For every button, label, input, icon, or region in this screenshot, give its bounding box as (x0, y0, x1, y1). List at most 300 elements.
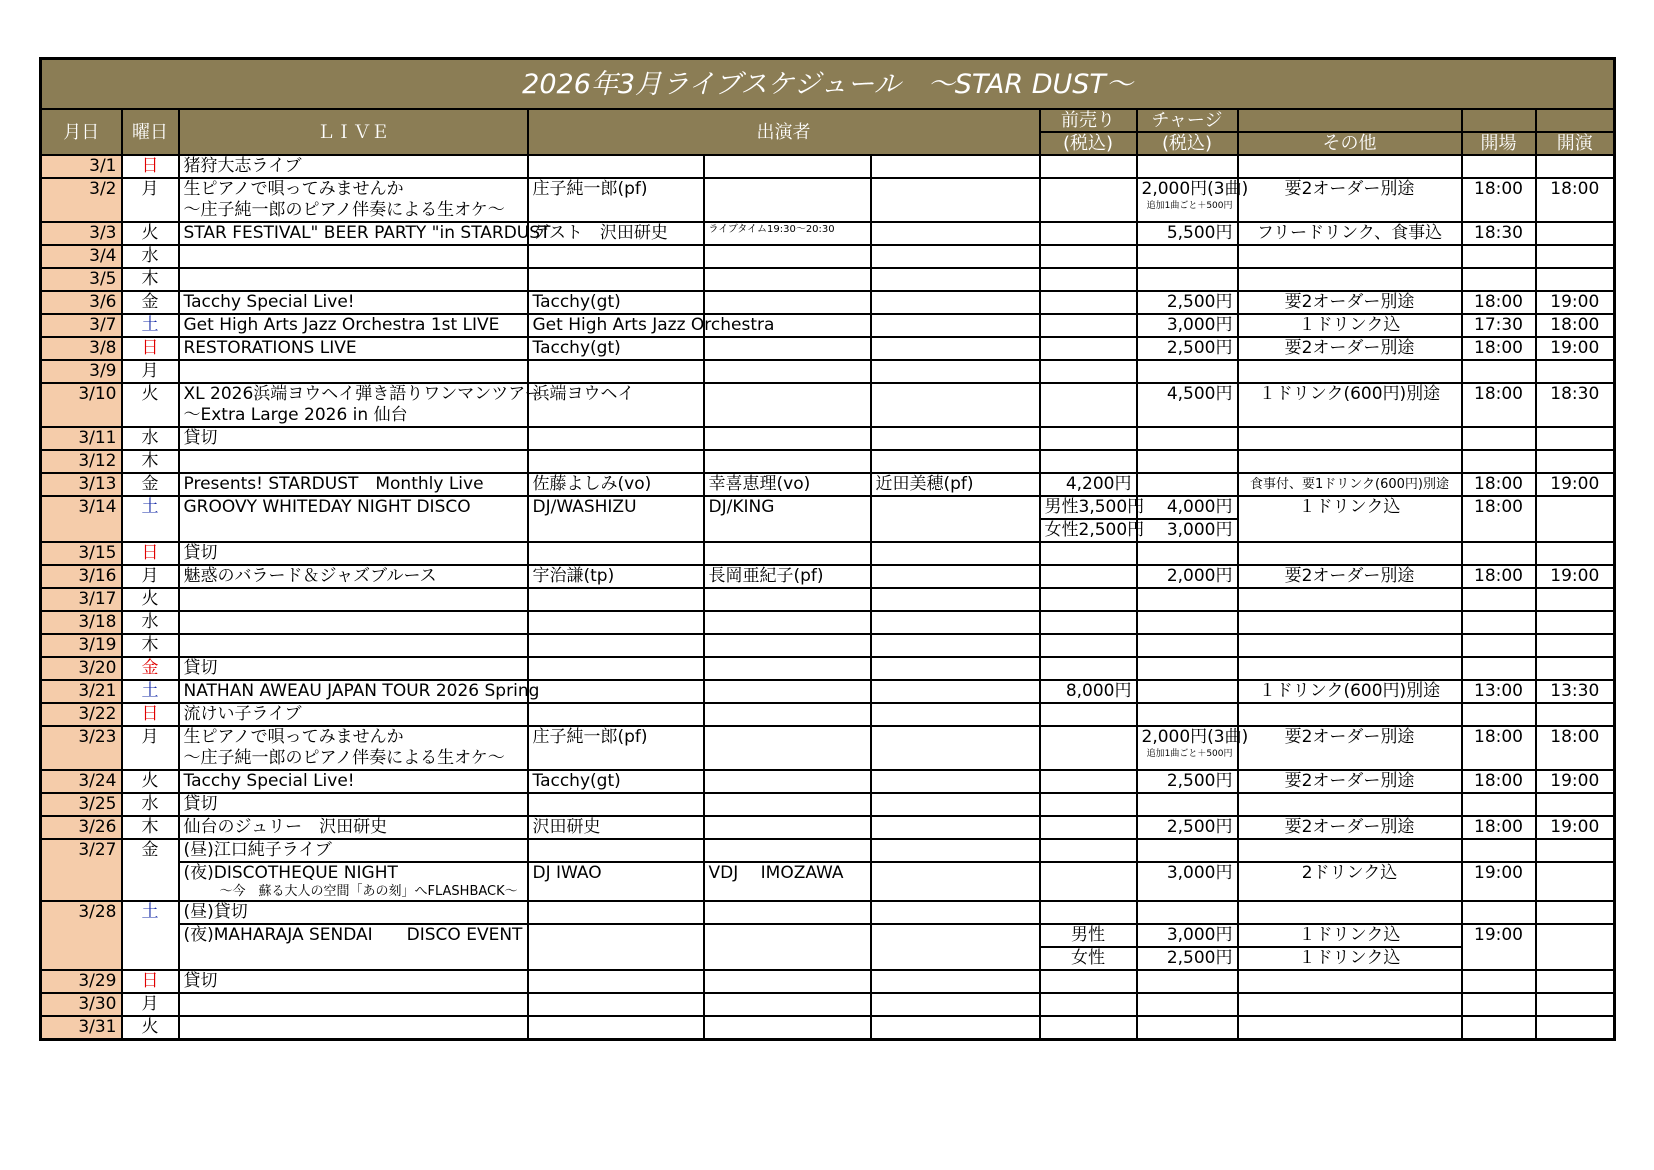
advance-cell (1040, 245, 1137, 268)
charge-cell (1137, 680, 1238, 703)
charge-cell (1137, 542, 1238, 565)
header-date: 月日 (41, 109, 122, 155)
header-advance-tax: (税込) (1040, 132, 1137, 155)
date-cell: 3/28 (41, 901, 122, 970)
performer-cell (528, 268, 704, 291)
other-cell (1238, 360, 1462, 383)
advance-cell (1040, 155, 1137, 178)
live-cell: 仙台のジュリー 沢田研史 (179, 816, 528, 839)
performer-cell (871, 291, 1040, 314)
cell-text: 2,000円(3曲) (1141, 179, 1249, 199)
other-cell (1238, 268, 1462, 291)
advance-cell (1040, 1016, 1137, 1040)
date-cell: 3/29 (41, 970, 122, 993)
header-other-top (1238, 109, 1462, 132)
performer-cell (528, 1016, 704, 1040)
empty-cell (871, 839, 1040, 862)
live-cell: (昼)江口純子ライブ (179, 839, 528, 862)
open-cell (1462, 427, 1536, 450)
live-cell: 貸切 (179, 657, 528, 680)
date-cell: 3/25 (41, 793, 122, 816)
charge-cell (1137, 427, 1238, 450)
other-cell (1238, 1016, 1462, 1040)
date-cell: 3/10 (41, 383, 122, 427)
advance-cell (1040, 993, 1137, 1016)
dow-cell: 月 (122, 726, 179, 770)
performer-cell: 沢田研史 (528, 816, 704, 839)
other-cell (1238, 427, 1462, 450)
performer-cell (704, 337, 871, 360)
performer-cell (528, 703, 704, 726)
dow-cell: 金 (122, 657, 179, 680)
performer-cell (528, 360, 704, 383)
start-cell (1536, 993, 1615, 1016)
open-cell: 17:30 (1462, 314, 1536, 337)
live-cell: (夜)MAHARAJA SENDAI DISCO EVENT (179, 924, 528, 970)
open-cell: 18:00 (1462, 496, 1536, 542)
date-cell: 3/11 (41, 427, 122, 450)
empty-cell (871, 901, 1040, 924)
open-cell: 19:00 (1462, 862, 1536, 901)
advance-cell (1040, 360, 1137, 383)
performer-cell: DJ/KING (704, 496, 871, 542)
date-cell: 3/15 (41, 542, 122, 565)
open-cell (1462, 1016, 1536, 1040)
other-cell: １ドリンク(600円)別途 (1238, 383, 1462, 427)
performer-cell (704, 588, 871, 611)
advance-cell: 女性2,500円 (1040, 519, 1137, 542)
performer-cell (871, 222, 1040, 245)
empty-cell (1040, 901, 1137, 924)
advance-cell: 女性 (1040, 947, 1137, 970)
empty-cell (528, 839, 704, 862)
start-cell (1536, 1016, 1615, 1040)
charge-cell: 3,000円 (1137, 519, 1238, 542)
empty-cell (1137, 901, 1238, 924)
start-cell (1536, 862, 1615, 901)
date-cell: 3/21 (41, 680, 122, 703)
advance-cell (1040, 542, 1137, 565)
date-cell: 3/4 (41, 245, 122, 268)
start-cell (1536, 496, 1615, 542)
charge-cell (1137, 970, 1238, 993)
performer-cell (704, 427, 871, 450)
advance-cell (1040, 634, 1137, 657)
open-cell (1462, 542, 1536, 565)
table-row (41, 360, 1615, 383)
performer-cell (871, 970, 1040, 993)
cell-text: (夜)DISCOTHEQUE NIGHT (183, 863, 398, 883)
live-cell: (昼)貸切 (179, 901, 528, 924)
table-row (41, 901, 1615, 924)
open-cell (1462, 703, 1536, 726)
performer-cell (871, 816, 1040, 839)
performer-cell (871, 337, 1040, 360)
charge-cell: 2,500円 (1137, 816, 1238, 839)
performer-cell (528, 657, 704, 680)
dow-cell: 月 (122, 360, 179, 383)
table-row (41, 924, 1615, 947)
advance-cell (1040, 383, 1137, 427)
performer-cell (871, 360, 1040, 383)
open-cell: 18:00 (1462, 383, 1536, 427)
live-cell (179, 726, 528, 770)
empty-cell (1462, 839, 1536, 862)
performer-cell (528, 793, 704, 816)
dow-cell: 木 (122, 268, 179, 291)
empty-cell (1536, 839, 1615, 862)
performer-cell: 長岡亜紀子(pf) (704, 565, 871, 588)
table-row (41, 155, 1615, 178)
performer-cell: 庄子純一郎(pf) (528, 178, 704, 222)
date-cell: 3/20 (41, 657, 122, 680)
table-row (41, 839, 1615, 862)
open-cell (1462, 155, 1536, 178)
performer-cell (871, 427, 1040, 450)
other-cell: 要2オーダー別途 (1238, 178, 1462, 222)
start-cell: 19:00 (1536, 473, 1615, 496)
live-cell: 流けい子ライブ (179, 703, 528, 726)
performer-cell (704, 450, 871, 473)
header-open-top (1462, 109, 1536, 132)
date-cell: 3/24 (41, 770, 122, 793)
other-cell (1238, 245, 1462, 268)
table-row (41, 634, 1615, 657)
advance-cell (1040, 337, 1137, 360)
advance-cell (1040, 816, 1137, 839)
table-row (41, 1016, 1615, 1040)
table-row (41, 245, 1615, 268)
header-open: 開場 (1462, 132, 1536, 155)
dow-cell: 土 (122, 901, 179, 970)
live-cell: STAR FESTIVAL" BEER PARTY "in STARDUST (179, 222, 528, 245)
advance-cell (1040, 178, 1137, 222)
open-cell (1462, 611, 1536, 634)
dow-cell: 月 (122, 178, 179, 222)
performer-cell (871, 726, 1040, 770)
charge-cell: 2,500円 (1137, 770, 1238, 793)
live-cell: RESTORATIONS LIVE (179, 337, 528, 360)
performer-cell (871, 588, 1040, 611)
charge-cell (1137, 726, 1249, 770)
advance-cell (1040, 291, 1137, 314)
table-row (41, 657, 1615, 680)
dow-cell: 日 (122, 970, 179, 993)
performer-cell (704, 657, 871, 680)
empty-cell (1536, 901, 1615, 924)
advance-cell (1040, 450, 1137, 473)
cell-text: XL 2026浜端ヨウヘイ弾き語りワンマンツアー (183, 384, 542, 404)
charge-cell (1137, 450, 1238, 473)
dow-cell: 火 (122, 222, 179, 245)
performer-cell: DJ/WASHIZU (528, 496, 704, 542)
charge-cell (1137, 634, 1238, 657)
table-row (41, 222, 1615, 245)
live-cell: GROOVY WHITEDAY NIGHT DISCO (179, 496, 528, 542)
cell-subtext: ～庄子純一郎のピアノ伴奏による生オケ～ (183, 748, 505, 768)
other-cell: 要2オーダー別途 (1238, 816, 1462, 839)
date-cell: 3/17 (41, 588, 122, 611)
performer-cell (704, 680, 871, 703)
dow-cell: 水 (122, 611, 179, 634)
dow-cell: 月 (122, 565, 179, 588)
performer-cell (704, 816, 871, 839)
open-cell: 18:00 (1462, 337, 1536, 360)
date-cell: 3/12 (41, 450, 122, 473)
charge-cell (1137, 793, 1238, 816)
other-cell: １ドリンク込 (1238, 947, 1462, 970)
performer-cell (871, 565, 1040, 588)
header-start-top (1536, 109, 1615, 132)
performer-cell (704, 178, 871, 222)
charge-cell: 4,500円 (1137, 383, 1238, 427)
live-cell: 魅惑のバラード＆ジャズブルース (179, 565, 528, 588)
dow-cell: 火 (122, 383, 179, 427)
advance-cell: 8,000円 (1040, 680, 1137, 703)
dow-cell: 木 (122, 450, 179, 473)
cell-subtext: ～今 蘇る大人の空間「あの刻」へFLASHBACK～ (219, 884, 518, 899)
performer-cell: 近田美穂(pf) (871, 473, 1040, 496)
dow-cell: 金 (122, 839, 179, 901)
charge-cell (1137, 1016, 1238, 1040)
table-row (41, 565, 1615, 588)
date-cell: 3/2 (41, 178, 122, 222)
start-cell (1536, 268, 1615, 291)
charge-cell (1137, 611, 1238, 634)
live-cell (179, 862, 528, 901)
performer-cell (871, 245, 1040, 268)
date-cell: 3/3 (41, 222, 122, 245)
start-cell (1536, 970, 1615, 993)
other-cell: 要2オーダー別途 (1238, 337, 1462, 360)
dow-cell: 土 (122, 496, 179, 542)
table-row (41, 588, 1615, 611)
performer-cell (704, 611, 871, 634)
live-cell: NATHAN AWEAU JAPAN TOUR 2026 Spring (179, 680, 528, 703)
performer-cell (871, 496, 1040, 542)
start-cell: 18:30 (1536, 383, 1615, 427)
performer-cell (704, 1016, 871, 1040)
dow-cell: 水 (122, 427, 179, 450)
table-row (41, 314, 1615, 337)
cell-subtext: ～庄子純一郎のピアノ伴奏による生オケ～ (183, 200, 505, 220)
performer-cell (871, 268, 1040, 291)
performer-cell (871, 993, 1040, 1016)
date-cell: 3/31 (41, 1016, 122, 1040)
dow-cell: 火 (122, 1016, 179, 1040)
other-cell (1238, 611, 1462, 634)
performer-cell (871, 862, 1040, 901)
start-cell (1536, 245, 1615, 268)
empty-cell (1462, 901, 1536, 924)
performer-cell (704, 993, 871, 1016)
performer-cell (871, 657, 1040, 680)
live-cell (179, 588, 528, 611)
performer-cell (528, 427, 704, 450)
header-advance: 前売り (1040, 109, 1137, 132)
empty-cell (704, 839, 871, 862)
dow-cell: 金 (122, 291, 179, 314)
empty-cell (1238, 839, 1462, 862)
other-cell (1238, 793, 1462, 816)
other-cell (1238, 588, 1462, 611)
open-cell: 18:30 (1462, 222, 1536, 245)
dow-cell: 日 (122, 155, 179, 178)
header-start: 開演 (1536, 132, 1615, 155)
other-cell: 要2オーダー別途 (1238, 565, 1462, 588)
date-cell: 3/6 (41, 291, 122, 314)
date-cell: 3/1 (41, 155, 122, 178)
start-cell (1536, 657, 1615, 680)
schedule-table (39, 57, 1616, 1041)
date-cell: 3/14 (41, 496, 122, 542)
performer-cell (704, 360, 871, 383)
start-cell: 13:30 (1536, 680, 1615, 703)
performer-cell: 宇治謙(tp) (528, 565, 704, 588)
advance-cell: 4,200円 (1040, 473, 1137, 496)
performer-cell (528, 993, 704, 1016)
other-cell: フリードリンク、食事込 (1238, 222, 1462, 245)
start-cell (1536, 588, 1615, 611)
start-cell (1536, 924, 1615, 970)
charge-cell (1137, 993, 1238, 1016)
performer-cell (528, 611, 704, 634)
open-cell: 18:00 (1462, 473, 1536, 496)
dow-cell: 木 (122, 634, 179, 657)
performer-cell (871, 383, 1040, 427)
live-cell: Get High Arts Jazz Orchestra 1st LIVE (179, 314, 528, 337)
empty-cell (1137, 839, 1238, 862)
performer-cell (871, 178, 1040, 222)
header-dow: 曜日 (122, 109, 179, 155)
other-cell: １ドリンク込 (1238, 496, 1462, 542)
other-cell: 要2オーダー別途 (1238, 770, 1462, 793)
dow-cell: 日 (122, 542, 179, 565)
open-cell: 18:00 (1462, 816, 1536, 839)
start-cell: 18:00 (1536, 314, 1615, 337)
charge-cell: 3,000円 (1137, 862, 1238, 901)
performer-cell (871, 611, 1040, 634)
advance-cell (1040, 588, 1137, 611)
advance-cell (1040, 770, 1137, 793)
live-cell: Presents! STARDUST Monthly Live (179, 473, 528, 496)
cell-text: 2,000円(3曲) (1141, 727, 1249, 747)
performer-cell (704, 793, 871, 816)
date-cell: 3/7 (41, 314, 122, 337)
live-cell (179, 993, 528, 1016)
charge-cell (1137, 245, 1238, 268)
performer-cell (704, 634, 871, 657)
live-cell: 貸切 (179, 793, 528, 816)
charge-cell: 2,500円 (1137, 291, 1238, 314)
performer-cell (704, 703, 871, 726)
table-row (41, 383, 1615, 427)
dow-cell: 水 (122, 793, 179, 816)
other-cell (1238, 155, 1462, 178)
cell-text: 生ピアノで唄ってみませんか (183, 179, 404, 199)
live-cell: 貸切 (179, 427, 528, 450)
header-charge-tax: (税込) (1137, 132, 1238, 155)
performer-cell (528, 450, 704, 473)
start-cell (1536, 703, 1615, 726)
date-cell: 3/26 (41, 816, 122, 839)
other-cell: 食事付、要1ドリンク(600円)別途 (1238, 473, 1462, 496)
start-cell (1536, 634, 1615, 657)
live-cell (179, 178, 528, 222)
cell-subtext: ～Extra Large 2026 in 仙台 (183, 405, 408, 425)
dow-cell: 土 (122, 680, 179, 703)
table-row (41, 816, 1615, 839)
performer-cell: Tacchy(gt) (528, 770, 704, 793)
live-cell: 貸切 (179, 542, 528, 565)
other-cell (1238, 450, 1462, 473)
other-cell: １ドリンク込 (1238, 924, 1462, 947)
table-row (41, 337, 1615, 360)
live-cell (179, 245, 528, 268)
performer-cell: DJ IWAO (528, 862, 704, 901)
start-cell (1536, 222, 1615, 245)
dow-cell: 日 (122, 337, 179, 360)
advance-cell (1040, 862, 1137, 901)
advance-cell (1040, 726, 1137, 770)
advance-cell (1040, 222, 1137, 245)
charge-cell (1137, 588, 1238, 611)
charge-cell (1137, 155, 1238, 178)
open-cell: 18:00 (1462, 565, 1536, 588)
performer-cell (704, 970, 871, 993)
table-row (41, 427, 1615, 450)
table-row (41, 793, 1615, 816)
performer-cell (871, 793, 1040, 816)
date-cell: 3/22 (41, 703, 122, 726)
dow-cell: 火 (122, 770, 179, 793)
date-cell: 3/9 (41, 360, 122, 383)
table-row (41, 450, 1615, 473)
empty-cell (704, 901, 871, 924)
performer-cell (704, 542, 871, 565)
performer-cell (871, 155, 1040, 178)
advance-cell (1040, 970, 1137, 993)
dow-cell: 月 (122, 993, 179, 1016)
date-cell: 3/16 (41, 565, 122, 588)
performer-cell (704, 383, 871, 427)
charge-cell: 2,000円 (1137, 565, 1238, 588)
header-live: ＬＩＶＥ (179, 109, 528, 155)
table-row (41, 178, 1615, 222)
start-cell: 19:00 (1536, 291, 1615, 314)
dow-cell: 火 (122, 588, 179, 611)
performer-cell (871, 450, 1040, 473)
open-cell (1462, 970, 1536, 993)
performer-cell: VDJ IMOZAWA (704, 862, 871, 901)
performer-cell (871, 770, 1040, 793)
start-cell (1536, 542, 1615, 565)
date-cell: 3/18 (41, 611, 122, 634)
live-cell (179, 383, 542, 427)
open-cell: 18:00 (1462, 770, 1536, 793)
live-cell: Tacchy Special Live! (179, 770, 528, 793)
open-cell: 18:00 (1462, 178, 1536, 222)
charge-cell: 3,000円 (1137, 924, 1238, 947)
performer-cell (528, 542, 704, 565)
performer-cell (871, 634, 1040, 657)
live-cell: 猪狩大志ライブ (179, 155, 528, 178)
table-row (41, 268, 1615, 291)
performer-cell: 浜端ヨウヘイ (528, 383, 704, 427)
performer-cell (871, 314, 1040, 337)
open-cell (1462, 588, 1536, 611)
live-cell (179, 360, 528, 383)
